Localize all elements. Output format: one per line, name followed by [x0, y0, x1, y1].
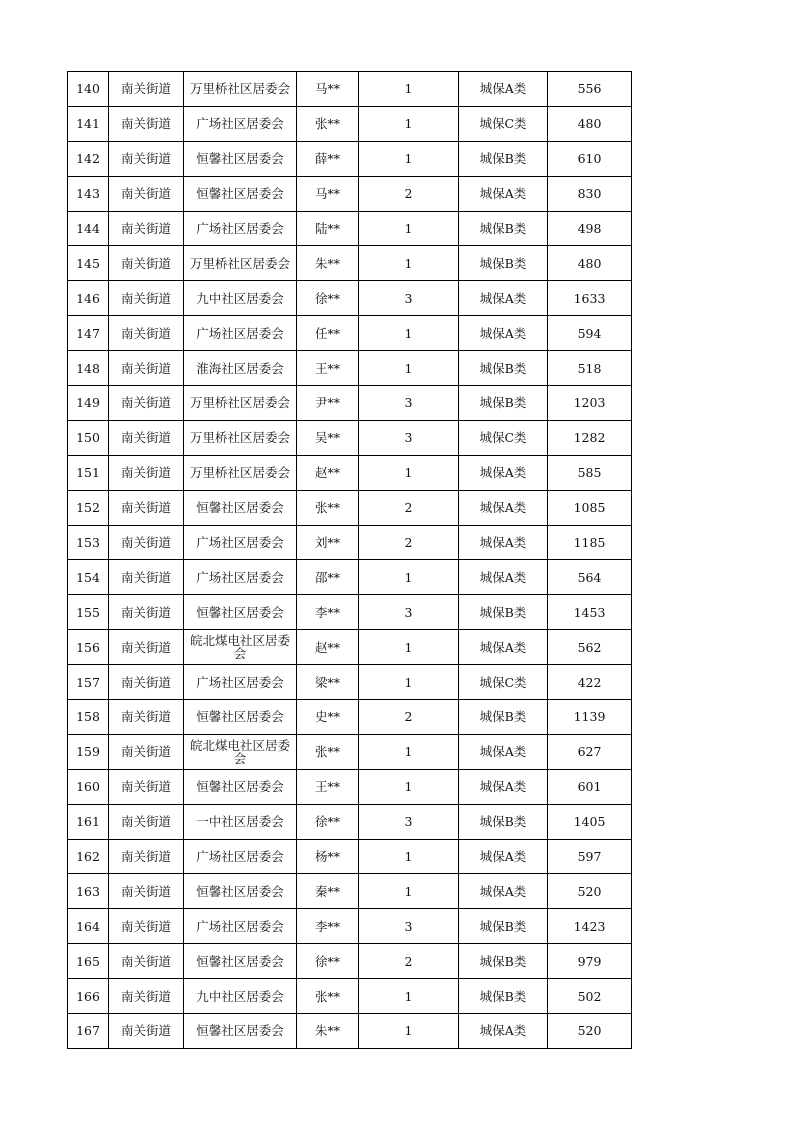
row-number-cell: 141 — [68, 106, 109, 141]
amount-cell: 1203 — [548, 386, 632, 421]
household-count-cell: 2 — [359, 700, 459, 735]
table-row — [68, 455, 632, 490]
community-cell: 广场社区居委会 — [184, 525, 297, 560]
amount-cell: 422 — [548, 665, 632, 700]
street-cell: 南关街道 — [109, 420, 184, 455]
row-number-cell: 149 — [68, 386, 109, 421]
community-cell: 九中社区居委会 — [184, 979, 297, 1014]
name-cell: 薛** — [297, 141, 359, 176]
street-cell: 南关街道 — [109, 700, 184, 735]
community-cell: 万里桥社区居委会 — [184, 72, 297, 107]
row-number-cell: 166 — [68, 979, 109, 1014]
amount-cell: 1139 — [548, 700, 632, 735]
community-cell: 恒馨社区居委会 — [184, 490, 297, 525]
name-cell: 王** — [297, 351, 359, 386]
amount-cell: 597 — [548, 839, 632, 874]
category-cell: 城保A类 — [459, 455, 548, 490]
table-row — [68, 211, 632, 246]
community-cell: 广场社区居委会 — [184, 106, 297, 141]
amount-cell: 1423 — [548, 909, 632, 944]
row-number-cell: 165 — [68, 944, 109, 979]
amount-cell: 585 — [548, 455, 632, 490]
name-cell: 张** — [297, 979, 359, 1014]
community-cell: 恒馨社区居委会 — [184, 595, 297, 630]
household-count-cell: 1 — [359, 874, 459, 909]
row-number-cell: 158 — [68, 700, 109, 735]
household-count-cell: 3 — [359, 595, 459, 630]
category-cell: 城保A类 — [459, 839, 548, 874]
category-cell: 城保B类 — [459, 386, 548, 421]
category-cell: 城保A类 — [459, 281, 548, 316]
household-count-cell: 1 — [359, 211, 459, 246]
name-cell: 马** — [297, 72, 359, 107]
community-cell: 恒馨社区居委会 — [184, 874, 297, 909]
household-count-cell: 1 — [359, 455, 459, 490]
household-count-cell: 1 — [359, 316, 459, 351]
street-cell: 南关街道 — [109, 72, 184, 107]
table-row — [68, 72, 632, 107]
name-cell: 梁** — [297, 665, 359, 700]
street-cell: 南关街道 — [109, 386, 184, 421]
name-cell: 朱** — [297, 246, 359, 281]
community-cell: 广场社区居委会 — [184, 665, 297, 700]
row-number-cell: 156 — [68, 630, 109, 665]
table-row — [68, 630, 632, 665]
household-count-cell: 1 — [359, 979, 459, 1014]
category-cell: 城保A类 — [459, 630, 548, 665]
street-cell: 南关街道 — [109, 595, 184, 630]
amount-cell: 627 — [548, 734, 632, 769]
table-row — [68, 769, 632, 804]
category-cell: 城保B类 — [459, 944, 548, 979]
table-row — [68, 665, 632, 700]
household-count-cell: 1 — [359, 1014, 459, 1049]
amount-cell: 520 — [548, 874, 632, 909]
row-number-cell: 151 — [68, 455, 109, 490]
amount-cell: 979 — [548, 944, 632, 979]
row-number-cell: 161 — [68, 804, 109, 839]
table-row — [68, 106, 632, 141]
household-count-cell: 1 — [359, 630, 459, 665]
community-cell: 广场社区居委会 — [184, 560, 297, 595]
street-cell: 南关街道 — [109, 351, 184, 386]
community-cell: 广场社区居委会 — [184, 316, 297, 351]
name-cell: 朱** — [297, 1014, 359, 1049]
category-cell: 城保B类 — [459, 595, 548, 630]
community-cell: 万里桥社区居委会 — [184, 386, 297, 421]
name-cell: 徐** — [297, 281, 359, 316]
community-cell: 恒馨社区居委会 — [184, 769, 297, 804]
household-count-cell: 3 — [359, 281, 459, 316]
name-cell: 邵** — [297, 560, 359, 595]
household-count-cell: 1 — [359, 839, 459, 874]
amount-cell: 1085 — [548, 490, 632, 525]
amount-cell: 556 — [548, 72, 632, 107]
row-number-cell: 142 — [68, 141, 109, 176]
household-count-cell: 1 — [359, 665, 459, 700]
category-cell: 城保B类 — [459, 909, 548, 944]
household-count-cell: 1 — [359, 560, 459, 595]
amount-cell: 1185 — [548, 525, 632, 560]
table-row — [68, 944, 632, 979]
table-body — [68, 72, 632, 1049]
row-number-cell: 153 — [68, 525, 109, 560]
row-number-cell: 148 — [68, 351, 109, 386]
street-cell: 南关街道 — [109, 141, 184, 176]
name-cell: 杨** — [297, 839, 359, 874]
street-cell: 南关街道 — [109, 630, 184, 665]
amount-cell: 564 — [548, 560, 632, 595]
street-cell: 南关街道 — [109, 455, 184, 490]
category-cell: 城保C类 — [459, 665, 548, 700]
table-row — [68, 1014, 632, 1049]
amount-cell: 610 — [548, 141, 632, 176]
household-count-cell: 1 — [359, 72, 459, 107]
row-number-cell: 159 — [68, 734, 109, 769]
street-cell: 南关街道 — [109, 176, 184, 211]
row-number-cell: 147 — [68, 316, 109, 351]
amount-cell: 518 — [548, 351, 632, 386]
category-cell: 城保B类 — [459, 700, 548, 735]
amount-cell: 480 — [548, 106, 632, 141]
household-count-cell: 1 — [359, 141, 459, 176]
category-cell: 城保B类 — [459, 979, 548, 1014]
name-cell: 马** — [297, 176, 359, 211]
street-cell: 南关街道 — [109, 316, 184, 351]
beneficiary-table — [67, 71, 632, 1049]
amount-cell: 601 — [548, 769, 632, 804]
table-row — [68, 281, 632, 316]
household-count-cell: 1 — [359, 106, 459, 141]
street-cell: 南关街道 — [109, 769, 184, 804]
category-cell: 城保C类 — [459, 420, 548, 455]
street-cell: 南关街道 — [109, 281, 184, 316]
table-row — [68, 700, 632, 735]
community-cell: 广场社区居委会 — [184, 839, 297, 874]
street-cell: 南关街道 — [109, 839, 184, 874]
category-cell: 城保B类 — [459, 211, 548, 246]
community-cell: 皖北煤电社区居委会 — [184, 630, 297, 665]
household-count-cell: 1 — [359, 769, 459, 804]
category-cell: 城保A类 — [459, 176, 548, 211]
community-cell: 淮海社区居委会 — [184, 351, 297, 386]
name-cell: 陆** — [297, 211, 359, 246]
category-cell: 城保A类 — [459, 769, 548, 804]
community-cell: 恒馨社区居委会 — [184, 1014, 297, 1049]
name-cell: 吴** — [297, 420, 359, 455]
amount-cell: 562 — [548, 630, 632, 665]
table-row — [68, 560, 632, 595]
household-count-cell: 3 — [359, 386, 459, 421]
name-cell: 刘** — [297, 525, 359, 560]
street-cell: 南关街道 — [109, 665, 184, 700]
row-number-cell: 145 — [68, 246, 109, 281]
row-number-cell: 152 — [68, 490, 109, 525]
amount-cell: 1405 — [548, 804, 632, 839]
table-row — [68, 734, 632, 769]
community-cell: 万里桥社区居委会 — [184, 455, 297, 490]
category-cell: 城保A类 — [459, 560, 548, 595]
row-number-cell: 162 — [68, 839, 109, 874]
category-cell: 城保B类 — [459, 141, 548, 176]
community-cell: 万里桥社区居委会 — [184, 420, 297, 455]
name-cell: 任** — [297, 316, 359, 351]
household-count-cell: 2 — [359, 490, 459, 525]
row-number-cell: 164 — [68, 909, 109, 944]
category-cell: 城保C类 — [459, 106, 548, 141]
street-cell: 南关街道 — [109, 734, 184, 769]
name-cell: 尹** — [297, 386, 359, 421]
amount-cell: 1453 — [548, 595, 632, 630]
amount-cell: 480 — [548, 246, 632, 281]
community-cell: 恒馨社区居委会 — [184, 944, 297, 979]
table-row — [68, 909, 632, 944]
category-cell: 城保A类 — [459, 734, 548, 769]
name-cell: 李** — [297, 909, 359, 944]
row-number-cell: 144 — [68, 211, 109, 246]
amount-cell: 1633 — [548, 281, 632, 316]
amount-cell: 594 — [548, 316, 632, 351]
table-row — [68, 804, 632, 839]
row-number-cell: 167 — [68, 1014, 109, 1049]
amount-cell: 520 — [548, 1014, 632, 1049]
household-count-cell: 1 — [359, 734, 459, 769]
name-cell: 李** — [297, 595, 359, 630]
household-count-cell: 3 — [359, 420, 459, 455]
household-count-cell: 2 — [359, 944, 459, 979]
community-cell: 皖北煤电社区居委会 — [184, 734, 297, 769]
category-cell: 城保A类 — [459, 490, 548, 525]
household-count-cell: 3 — [359, 804, 459, 839]
table-row — [68, 316, 632, 351]
community-cell: 恒馨社区居委会 — [184, 176, 297, 211]
street-cell: 南关街道 — [109, 874, 184, 909]
community-cell: 九中社区居委会 — [184, 281, 297, 316]
category-cell: 城保A类 — [459, 316, 548, 351]
name-cell: 王** — [297, 769, 359, 804]
table-row — [68, 141, 632, 176]
name-cell: 张** — [297, 490, 359, 525]
table-row — [68, 420, 632, 455]
community-cell: 恒馨社区居委会 — [184, 141, 297, 176]
name-cell: 赵** — [297, 455, 359, 490]
street-cell: 南关街道 — [109, 944, 184, 979]
street-cell: 南关街道 — [109, 525, 184, 560]
category-cell: 城保A类 — [459, 525, 548, 560]
table-row — [68, 386, 632, 421]
table-row — [68, 176, 632, 211]
street-cell: 南关街道 — [109, 909, 184, 944]
street-cell: 南关街道 — [109, 246, 184, 281]
community-cell: 一中社区居委会 — [184, 804, 297, 839]
row-number-cell: 157 — [68, 665, 109, 700]
table-row — [68, 490, 632, 525]
category-cell: 城保B类 — [459, 804, 548, 839]
row-number-cell: 155 — [68, 595, 109, 630]
row-number-cell: 143 — [68, 176, 109, 211]
row-number-cell: 146 — [68, 281, 109, 316]
table-row — [68, 874, 632, 909]
row-number-cell: 160 — [68, 769, 109, 804]
street-cell: 南关街道 — [109, 490, 184, 525]
community-cell: 广场社区居委会 — [184, 211, 297, 246]
category-cell: 城保A类 — [459, 72, 548, 107]
row-number-cell: 150 — [68, 420, 109, 455]
name-cell: 张** — [297, 106, 359, 141]
amount-cell: 1282 — [548, 420, 632, 455]
row-number-cell: 140 — [68, 72, 109, 107]
category-cell: 城保A类 — [459, 874, 548, 909]
amount-cell: 830 — [548, 176, 632, 211]
household-count-cell: 3 — [359, 909, 459, 944]
street-cell: 南关街道 — [109, 560, 184, 595]
household-count-cell: 1 — [359, 246, 459, 281]
name-cell: 徐** — [297, 944, 359, 979]
name-cell: 张** — [297, 734, 359, 769]
category-cell: 城保B类 — [459, 351, 548, 386]
household-count-cell: 2 — [359, 176, 459, 211]
community-cell: 万里桥社区居委会 — [184, 246, 297, 281]
community-cell: 广场社区居委会 — [184, 909, 297, 944]
table-row — [68, 595, 632, 630]
amount-cell: 502 — [548, 979, 632, 1014]
street-cell: 南关街道 — [109, 804, 184, 839]
street-cell: 南关街道 — [109, 1014, 184, 1049]
table-row — [68, 979, 632, 1014]
household-count-cell: 1 — [359, 351, 459, 386]
street-cell: 南关街道 — [109, 106, 184, 141]
category-cell: 城保B类 — [459, 246, 548, 281]
street-cell: 南关街道 — [109, 979, 184, 1014]
row-number-cell: 163 — [68, 874, 109, 909]
community-cell: 恒馨社区居委会 — [184, 700, 297, 735]
table-row — [68, 525, 632, 560]
name-cell: 赵** — [297, 630, 359, 665]
table-row — [68, 351, 632, 386]
household-count-cell: 2 — [359, 525, 459, 560]
table-row — [68, 246, 632, 281]
street-cell: 南关街道 — [109, 211, 184, 246]
name-cell: 史** — [297, 700, 359, 735]
amount-cell: 498 — [548, 211, 632, 246]
name-cell: 秦** — [297, 874, 359, 909]
name-cell: 徐** — [297, 804, 359, 839]
category-cell: 城保A类 — [459, 1014, 548, 1049]
table-row — [68, 839, 632, 874]
row-number-cell: 154 — [68, 560, 109, 595]
